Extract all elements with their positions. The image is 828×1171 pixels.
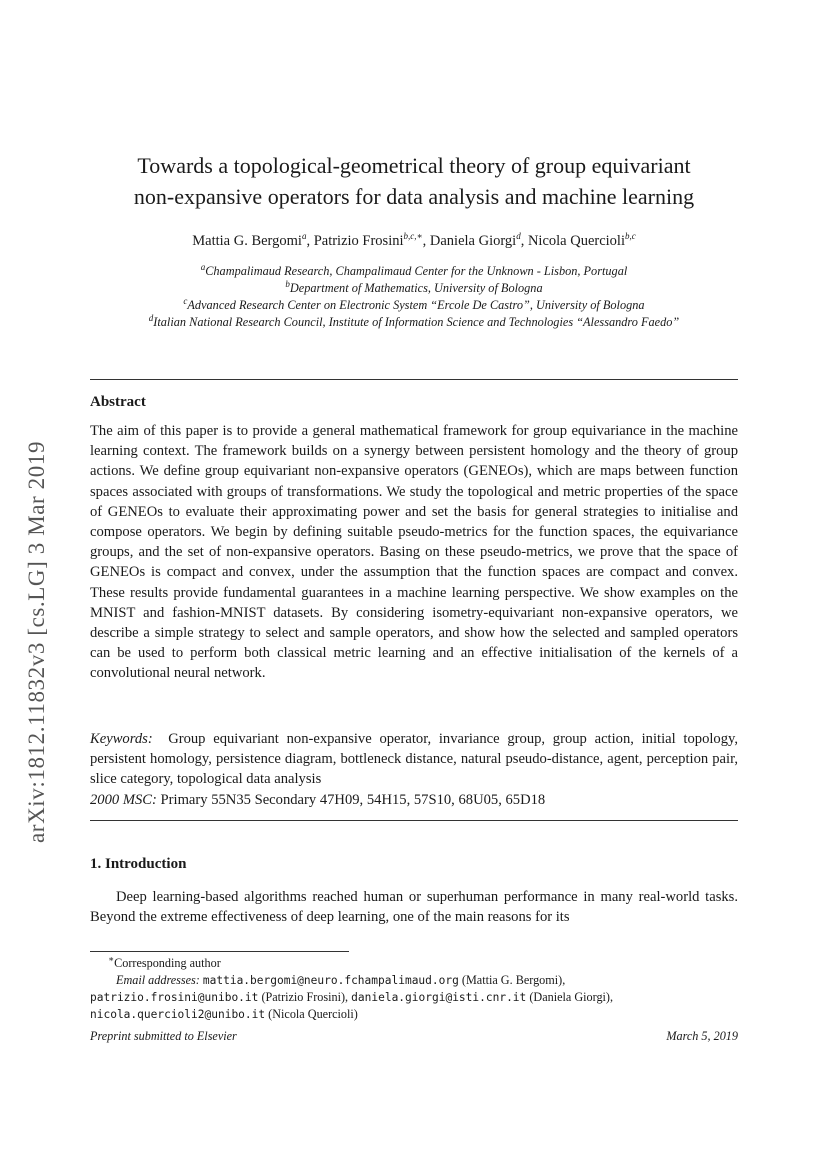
page-footer (90, 1029, 738, 1044)
abstract-body (90, 421, 738, 684)
author-affil-mark: d (516, 231, 521, 242)
abstract-heading: Abstract (90, 394, 146, 410)
title-line-1: Towards a topological-geometrical theory of group equivariant (137, 153, 691, 178)
footnote-rule (90, 951, 349, 952)
title-line-2: non-expansive operators for data analysis and machine learning (133, 184, 695, 209)
abstract-bottom-rule (90, 820, 738, 821)
author-name: Mattia G. Bergomi (192, 233, 302, 249)
affiliation-text: Champalimaud Research, Champalimaud Center for the Unknown - Lisbon, Portugal (205, 264, 628, 278)
footer-preprint: Preprint submitted to Elsevier (90, 1029, 237, 1043)
footnote-emails (90, 972, 750, 989)
keywords-block (90, 729, 738, 810)
author-affil-mark: a (301, 231, 307, 242)
footnote-emails-cont (90, 1006, 750, 1023)
keywords-label: Keywords: (90, 731, 153, 747)
email-address[interactable]: nicola.quercioli2@unibo.it (90, 1008, 266, 1021)
msc-text: Primary 55N35 Secondary 47H09, 54H15, 57S10, 68U05, 65D18 (160, 791, 546, 808)
affiliation-list (60, 263, 768, 331)
footer-date: March 5, 2019 (666, 1029, 738, 1043)
email-address[interactable]: daniela.giorgi@isti.cnr.it (351, 991, 527, 1004)
author-affil-mark: b,c (625, 231, 636, 242)
affiliation (60, 297, 768, 314)
affiliation-mark: b (285, 278, 290, 289)
abstract-text: The aim of this paper is to provide a general mathematical framework for group equivariance in the machine learning context. The framework builds on a synergy between persistent homology and the theory of group actions. We define group equivariant non-expansive operators (GENEOs), which are maps between function spaces associated with groups of transformations. We study the topological and metric properties of the space of GENEOs to evaluate their approximating power and set the basis for general strategies to initialise and compose operators. We begin by defining suitable pseudo-metrics for the function spaces, the equivariance groups, and the set of non-expansive operators. Basing on these pseudo-metrics, we prove that the space of GENEOs is compact and convex, under the assumption that the function spaces are compact and convex. These results provide fundamental guarantees in a machine learning perspective. We show examples on the MNIST and fashion-MNIST datasets. By considering isometry-equivariant non-expansive operators, we describe a simple strategy to select and sample operators, and show how the selected and sampled operators can be used to perform both classical metric learning and an effective initialisation of the kernels of a convolutional neural network. (90, 423, 738, 682)
affiliation-text: Department of Mathematics, University of Bologna (289, 281, 543, 295)
author-affil-mark: b,c,∗ (403, 231, 423, 242)
msc-label: 2000 MSC: (90, 791, 157, 808)
affiliation-mark: a (200, 261, 206, 272)
keywords-line (90, 729, 738, 790)
msc-line (90, 790, 738, 810)
author-list: Mattia G. Bergomi$^a$, Patrizio Frosini$^{b,c,∗}$, Daniela Giorgi$^d$, Nicola Quercioli$^{b,c}$ (192, 231, 636, 249)
email-address[interactable]: patrizio.frosini@unibo.it (90, 991, 259, 1004)
paper-title (90, 150, 738, 212)
arxiv-stamp (22, 368, 52, 843)
email-owner: (Nicola Quercioli) (268, 1007, 358, 1021)
footnote-mark: ∗ (108, 953, 115, 964)
intro-paragraph: Deep learning-based algorithms reached human or superhuman performance in many real-world tasks. Beyond the extreme effectiveness of deep learning, one of the main reasons for its (90, 889, 738, 926)
email-address[interactable]: mattia.bergomi@neuro.fchampalimaud.org (202, 974, 459, 987)
footnote-emails-cont (90, 989, 750, 1006)
affiliation (60, 314, 768, 331)
author-name: Patrizio Frosini (313, 233, 404, 249)
email-owner: (Patrizio Frosini), (261, 990, 349, 1004)
footnote-corresponding (90, 955, 750, 972)
author-name: Daniela Giorgi (429, 233, 517, 249)
arxiv-stamp-text: arXiv:1812.11832v3 [cs.LG] 3 Mar 2019 (24, 440, 49, 843)
keywords-text: Group equivariant non-expansive operator, invariance group, group action, initial topology, persistent homology, persistence diagram, bottleneck distance, natural pseudo-distance, agent, perception pair, slice category, topological data analysis (90, 731, 739, 788)
abstract-top-rule (90, 379, 738, 380)
footnotes (90, 955, 750, 1023)
affiliation-mark: c (183, 295, 188, 306)
email-owner: (Daniela Giorgi), (529, 990, 614, 1004)
author-name: Nicola Quercioli (527, 233, 625, 249)
email-label: Email addresses: (116, 973, 200, 987)
affiliation-mark: d (148, 312, 154, 323)
footnote-text: Corresponding author (114, 956, 221, 970)
email-owner: (Mattia G. Bergomi), (461, 973, 566, 987)
affiliation (60, 263, 768, 280)
affiliation-text: Advanced Research Center on Electronic System “Ercole De Castro”, University of Bologna (187, 298, 645, 312)
affiliation-text: Italian National Research Council, Institute of Information Science and Technologies “Alessandro Faedo” (153, 315, 680, 329)
affiliation (60, 280, 768, 297)
section-heading: 1. Introduction (90, 856, 187, 872)
